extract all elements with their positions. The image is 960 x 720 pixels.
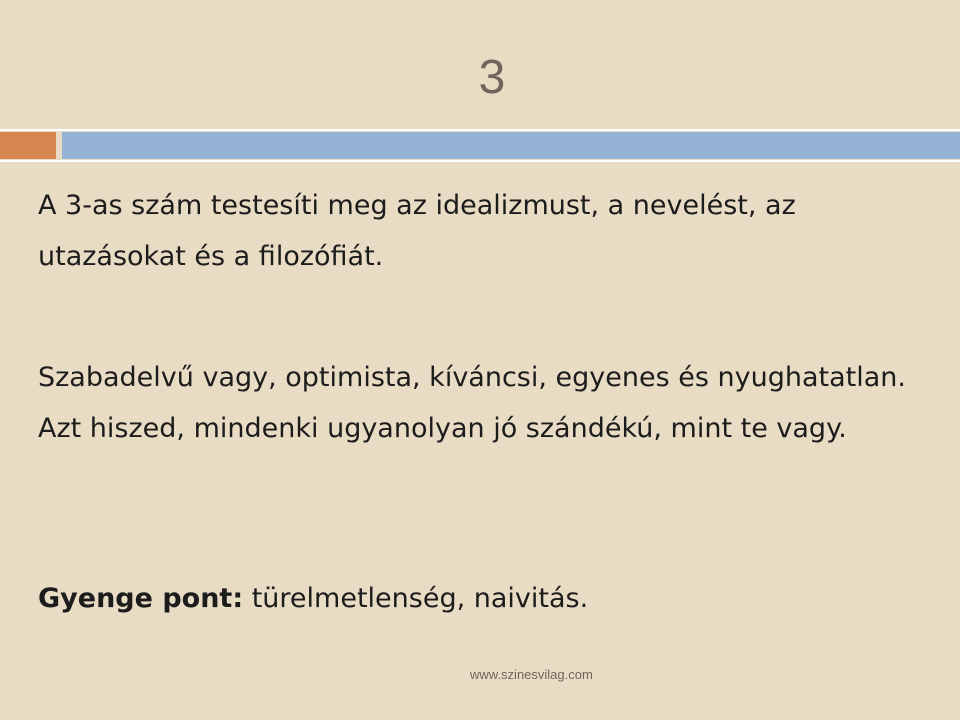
weak-point-text: türelmetlenség, naivitás.	[243, 583, 589, 614]
accent-divider-bottom	[0, 160, 960, 162]
paragraph-weak-point	[38, 573, 938, 624]
paragraph-intro: A 3-as szám testesíti meg az idealizmust, a nevelést, az utazásokat és a filozófiát.	[38, 190, 796, 272]
paragraph-traits: Szabadelvű vagy, optimista, kíváncsi, egyenes és nyughatatlan. Azt hiszed, mindenki ugyanolyan jó szándékú, mint te vagy.	[38, 362, 906, 444]
footer-url: www.szinesvilag.com	[470, 667, 593, 682]
slide-title: 3	[478, 51, 506, 104]
accent-divider-top	[0, 129, 960, 131]
accent-bar-orange	[0, 132, 56, 159]
weak-point-label: Gyenge pont:	[38, 583, 244, 614]
accent-bar-blue	[62, 132, 960, 159]
